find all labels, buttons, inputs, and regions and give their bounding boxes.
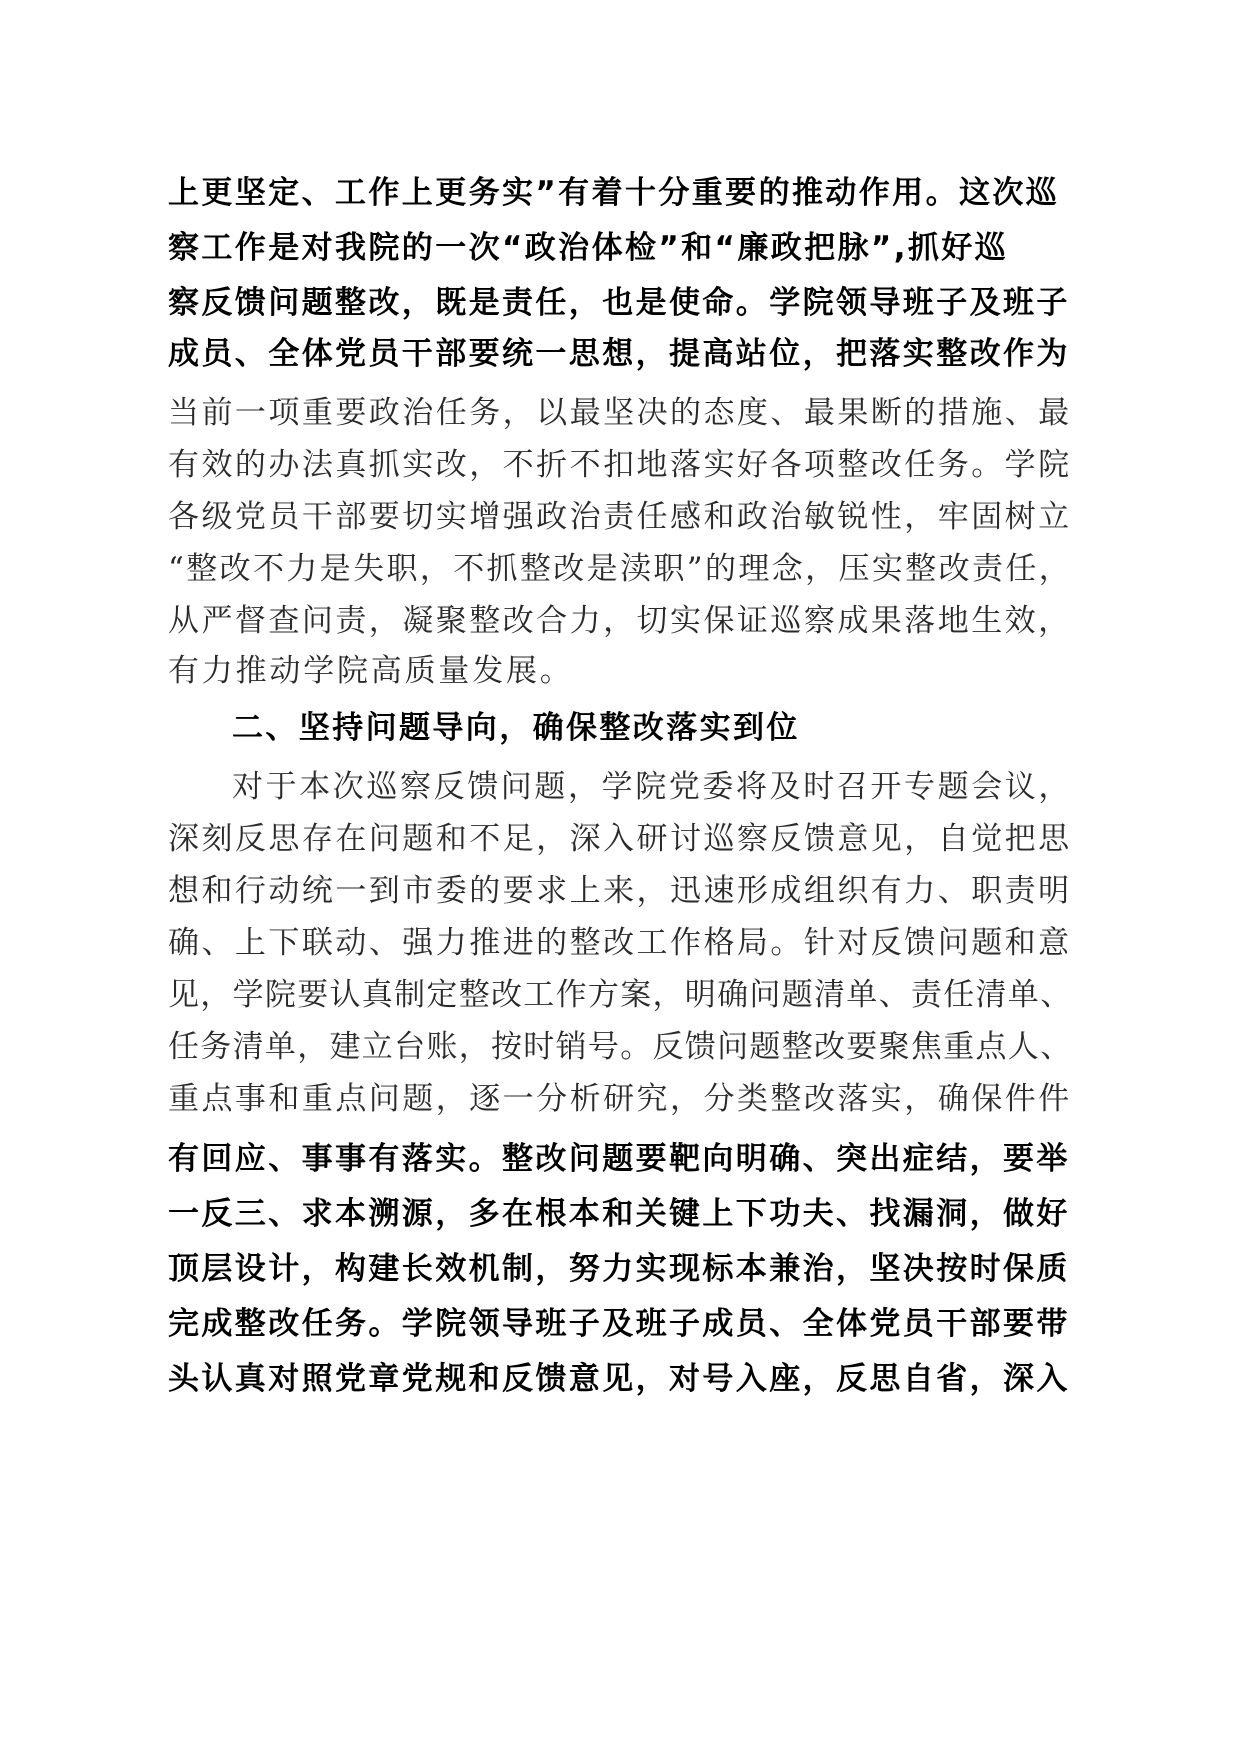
paragraph-line: 重点事和重点问题，逐一分析研究，分类整改落实，确保件件 xyxy=(168,1081,1072,1117)
paragraph-line: 从严督查问责，凝聚整改合力，切实保证巡察成果落地生效， xyxy=(168,603,1072,639)
paragraph-line: 一反三、求本溯源，多在根本和关键上下功夫、找漏洞，做好 xyxy=(168,1196,1070,1232)
paragraph-line: 任务清单，建立台账，按时销号。反馈问题整改要聚焦重点人、 xyxy=(168,1029,1073,1065)
paragraph-line: 各级党员干部要切实增强政治责任感和政治敏锐性，牢固树立 xyxy=(168,499,1072,535)
paragraph-line: 有效的办法真抓实改，不折不扣地落实好各项整改任务。学院 xyxy=(168,447,1072,483)
paragraph-line: 完成整改任务。学院领导班子及班子成员、全体党员干部要带 xyxy=(168,1306,1070,1342)
paragraph-line: 头认真对照党章党规和反馈意见，对号入座，反思自省，深入 xyxy=(168,1361,1070,1397)
paragraph-line: “整改不力是失职，不抓整改是渎职”的理念，压实整改责任， xyxy=(168,551,1073,587)
paragraph-line: 成员、全体党员干部要统一思想，提高站位，把落实整改作为 xyxy=(168,336,1070,372)
section-heading: 二、坚持问题导向，确保整改落实到位 xyxy=(232,710,800,746)
paragraph-line: 深刻反思存在问题和不足，深入研讨巡察反馈意见，自觉把思 xyxy=(168,821,1072,857)
paragraph-line: 有回应、事事有落实。整改问题要靶向明确、突出症结，要举 xyxy=(168,1141,1070,1177)
paragraph-line: 顶层设计，构建长效机制，努力实现标本兼治，坚决按时保质 xyxy=(168,1251,1070,1287)
paragraph-line: 上更坚定、工作上更务实”有着十分重要的推动作用。这次巡 xyxy=(168,175,1060,211)
paragraph-line: 见，学院要认真制定整改工作方案，明确问题清单、责任清单、 xyxy=(168,977,1073,1013)
paragraph-line: 对于本次巡察反馈问题，学院党委将及时召开专题会议， xyxy=(232,769,1072,805)
paragraph-line: 有力推动学院高质量发展。 xyxy=(168,653,574,689)
paragraph-line: 察反馈问题整改，既是责任，也是使命。学院领导班子及班子 xyxy=(168,285,1070,321)
paragraph-line: 确、上下联动、强力推进的整改工作格局。针对反馈问题和意 xyxy=(168,925,1072,961)
paragraph-line: 想和行动统一到市委的要求上来，迅速形成组织有力、职责明 xyxy=(168,873,1072,909)
paragraph-line: 当前一项重要政治任务，以最坚决的态度、最果断的措施、最 xyxy=(168,395,1072,431)
paragraph-line: 察工作是对我院的一次“政治体检”和“廉政把脉”,抓好巡 xyxy=(168,230,1009,266)
